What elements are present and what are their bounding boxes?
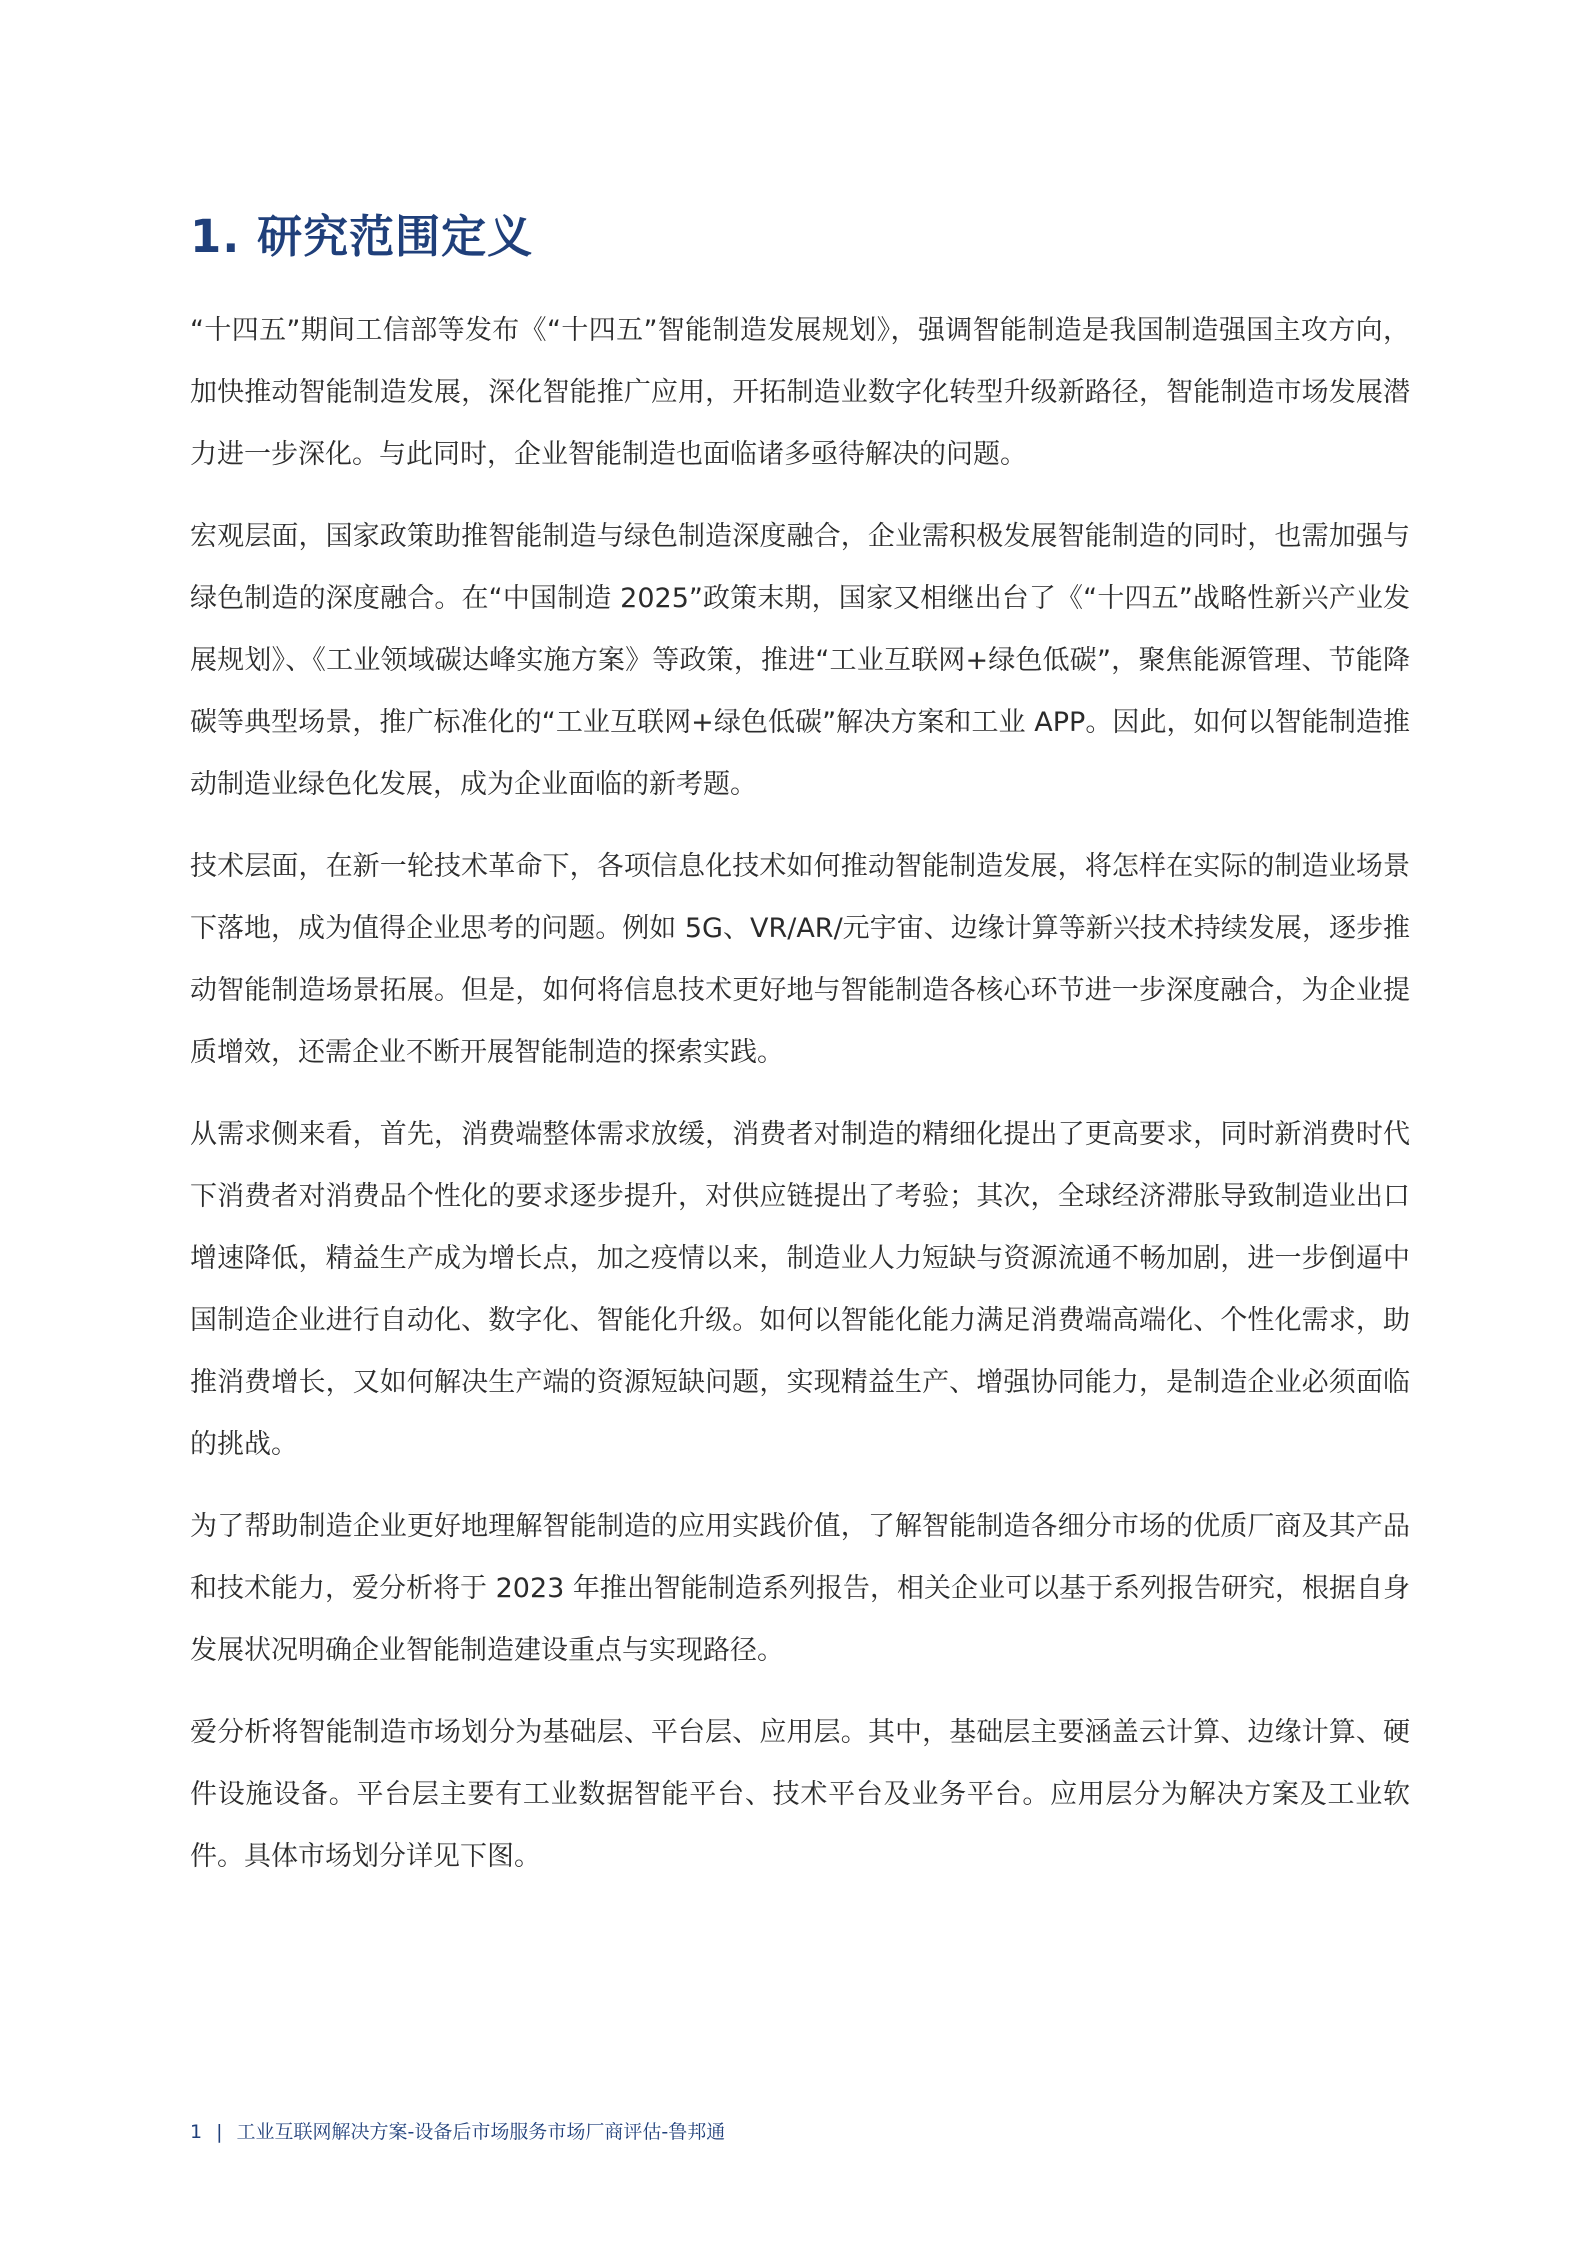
page-number: 1 (190, 2121, 203, 2143)
paragraph-technology-level: 技术层面，在新一轮技术革命下，各项信息化技术如何推动智能制造发展，将怎样在实际的制造业场景下落地，成为值得企业思考的问题。例如 5G、VR/AR/元宇宙、边缘计算等新兴技术持续发展，逐步推动智能制造场景拓展。但是，如何将信息技术更好地与智能制造各核心环节进一步深度融合，为企业提质增效，还需企业不断开展智能制造的探索实践。 (190, 851, 1410, 1068)
paragraph-demand-side: 从需求侧来看，首先，消费端整体需求放缓，消费者对制造的精细化提出了更高要求，同时新消费时代下消费者对消费品个性化的要求逐步提升，对供应链提出了考验；其次，全球经济滞胀导致制造业出口增速降低，精益生产成为增长点，加之疫情以来，制造业人力短缺与资源流通不畅加剧，进一步倒逼中国制造企业进行自动化、数字化、智能化升级。如何以智能化能力满足消费端高端化、个性化需求，助推消费增长，又如何解决生产端的资源短缺问题，实现精益生产、增强协同能力，是制造企业必须面临的挑战。 (190, 1119, 1410, 1460)
page-footer (190, 2117, 725, 2144)
paragraph-macro-level: 宏观层面，国家政策助推智能制造与绿色制造深度融合，企业需积极发展智能制造的同时，也需加强与绿色制造的深度融合。在“中国制造 2025”政策末期，国家又相继出台了《“十四五”战略性新兴产业发展规划》、《工业领域碳达峰实施方案》等政策，推进“工业互联网+绿色低碳”，聚焦能源管理、节能降碳等典型场景，推广标准化的“工业互联网+绿色低碳”解决方案和工业 APP。因此，如何以智能制造推动制造业绿色化发展，成为企业面临的新考题。 (190, 521, 1410, 800)
paragraph-market-division: 爱分析将智能制造市场划分为基础层、平台层、应用层。其中，基础层主要涵盖云计算、边缘计算、硬件设施设备。平台层主要有工业数据智能平台、技术平台及业务平台。应用层分为解决方案及工业软件。具体市场划分详见下图。 (190, 1717, 1410, 1872)
body-text (190, 300, 1410, 1908)
footer-separator: | (216, 2121, 223, 2143)
paragraph-intro: “十四五”期间工信部等发布《“十四五”智能制造发展规划》，强调智能制造是我国制造强国主攻方向，加快推动智能制造发展，深化智能推广应用，开拓制造业数字化转型升级新路径，智能制造市场发展潜力进一步深化。与此同时，企业智能制造也面临诸多亟待解决的问题。 (190, 315, 1410, 470)
section-heading: 1. 研究范围定义 (190, 210, 534, 263)
paragraph-report-purpose: 为了帮助制造企业更好地理解智能制造的应用实践价值，了解智能制造各细分市场的优质厂商及其产品和技术能力，爱分析将于 2023 年推出智能制造系列报告，相关企业可以基于系列报告研究，根据自身发展状况明确企业智能制造建设重点与实现路径。 (190, 1511, 1410, 1666)
footer-title: 工业互联网解决方案-设备后市场服务市场厂商评估-鲁邦通 (236, 2121, 726, 2143)
